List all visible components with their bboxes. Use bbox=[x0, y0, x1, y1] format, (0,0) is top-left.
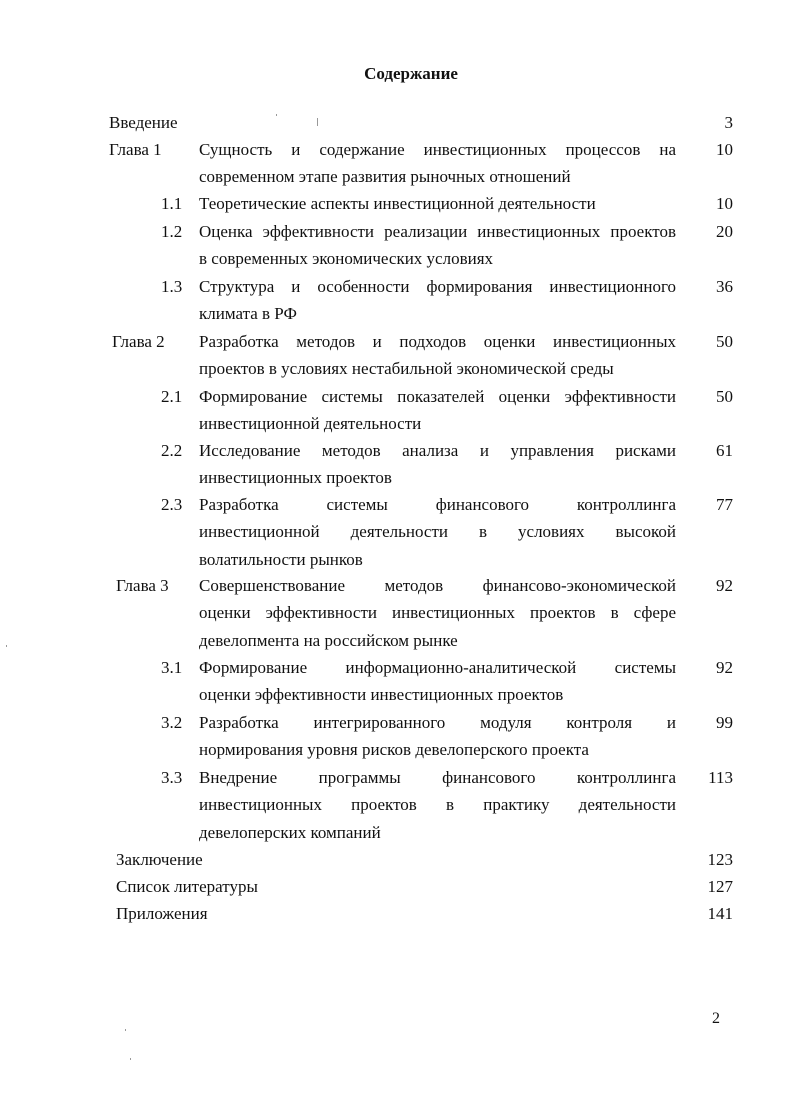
toc-chapter-title bbox=[199, 572, 676, 654]
toc-text-line: современном этапе развития рыночных отношений bbox=[199, 167, 571, 187]
toc-text-line: Внедрение программы финансового контроллинга bbox=[199, 768, 676, 787]
toc-page: 3 bbox=[724, 113, 733, 132]
toc-label: Заключение bbox=[116, 850, 203, 869]
toc-text-line: девелоперских компаний bbox=[199, 822, 381, 842]
scan-speck bbox=[276, 114, 277, 116]
toc-section-title bbox=[199, 437, 676, 492]
toc-section-number: 1.2 bbox=[161, 222, 183, 241]
toc-page: 92 bbox=[716, 576, 733, 595]
toc-section-number: 2.2 bbox=[161, 441, 183, 460]
toc-page: 61 bbox=[716, 441, 733, 460]
toc-page: 123 bbox=[707, 850, 733, 869]
toc-page: 113 bbox=[708, 768, 733, 787]
toc-text-line: инвестиционных проектов в практику деятельности bbox=[199, 795, 676, 815]
toc-text-line: оценки эффективности инвестиционных проектов в сфере bbox=[199, 603, 676, 623]
toc-chapter-label: Глава 3 bbox=[116, 576, 169, 595]
scan-speck bbox=[6, 645, 7, 647]
toc-text-line: Разработка интегрированного модуля контроля и bbox=[199, 713, 676, 732]
scan-speck bbox=[125, 1029, 126, 1031]
toc-text-line: оценки эффективности инвестиционных проектов bbox=[199, 685, 564, 705]
toc-text-line: проектов в условиях нестабильной экономической среды bbox=[199, 359, 614, 379]
toc-section-title bbox=[199, 383, 676, 438]
toc-label: Введение bbox=[109, 113, 178, 132]
toc-text-line: девелопмента на российском рынке bbox=[199, 630, 458, 650]
toc-text-line: Формирование информационно-аналитической системы bbox=[199, 658, 676, 677]
toc-page: 92 bbox=[716, 658, 733, 677]
toc-text-line: инвестиционной деятельности bbox=[199, 414, 422, 434]
toc-section-title bbox=[199, 654, 676, 709]
toc-label: Приложения bbox=[116, 904, 208, 923]
toc-section-title bbox=[199, 491, 676, 573]
toc-section-number: 1.1 bbox=[161, 194, 183, 213]
toc-section-number: 1.3 bbox=[161, 277, 183, 296]
toc-section-number: 3.1 bbox=[161, 658, 183, 677]
toc-text-line: инвестиционной деятельности в условиях высокой bbox=[199, 522, 676, 542]
toc-section-number: 3.2 bbox=[161, 713, 183, 732]
toc-page: 10 bbox=[716, 194, 733, 213]
toc-section-number: 2.1 bbox=[161, 387, 183, 406]
toc-page: 141 bbox=[707, 904, 733, 923]
toc-text-line: Структура и особенности формирования инвестиционного bbox=[199, 277, 676, 296]
toc-text-line: Оценка эффективности реализации инвестиционных проектов bbox=[199, 222, 676, 241]
toc-text-line: нормирования уровня рисков девелоперского проекта bbox=[199, 740, 589, 760]
toc-text-line: Теоретические аспекты инвестиционной деятельности bbox=[199, 194, 596, 213]
toc-section-title bbox=[199, 190, 676, 217]
toc-section-number: 3.3 bbox=[161, 768, 183, 787]
toc-page: 127 bbox=[707, 877, 733, 896]
page-number: 2 bbox=[712, 1010, 720, 1027]
toc-text-line: в современных экономических условиях bbox=[199, 249, 494, 269]
toc-chapter-label: Глава 2 bbox=[112, 332, 165, 351]
toc-text-line: Разработка методов и подходов оценки инвестиционных bbox=[199, 332, 676, 351]
toc-page: 10 bbox=[716, 140, 733, 159]
toc-page: 50 bbox=[716, 332, 733, 351]
toc-text-line: Исследование методов анализа и управления рисками bbox=[199, 441, 676, 460]
toc-section-title bbox=[199, 273, 676, 328]
toc-section-number: 2.3 bbox=[161, 495, 183, 514]
toc-section-title bbox=[199, 709, 676, 764]
page-title: Содержание bbox=[364, 64, 458, 83]
toc-text-line: климата в РФ bbox=[199, 304, 297, 324]
toc-chapter-title bbox=[199, 328, 676, 383]
toc-chapter-label: Глава 1 bbox=[109, 140, 162, 159]
scan-speck bbox=[130, 1058, 131, 1060]
scan-speck bbox=[317, 118, 318, 126]
toc-text-line: Разработка системы финансового контроллинга bbox=[199, 495, 676, 514]
toc-page: 50 bbox=[716, 387, 733, 406]
toc-chapter-title bbox=[199, 136, 676, 191]
toc-page: 36 bbox=[716, 277, 733, 296]
toc-page: 20 bbox=[716, 222, 733, 241]
toc-text-line: Формирование системы показателей оценки эффективности bbox=[199, 387, 676, 406]
toc-page: 77 bbox=[716, 495, 733, 514]
toc-page: 99 bbox=[716, 713, 733, 732]
toc-text-line: Совершенствование методов финансово-экономической bbox=[199, 576, 676, 595]
toc-text-line: волатильности рынков bbox=[199, 549, 363, 569]
toc-section-title bbox=[199, 218, 676, 273]
toc-label: Список литературы bbox=[116, 877, 258, 896]
toc-text-line: Сущность и содержание инвестиционных процессов на bbox=[199, 140, 676, 159]
toc-text-line: инвестиционных проектов bbox=[199, 468, 392, 488]
toc-section-title bbox=[199, 764, 676, 846]
